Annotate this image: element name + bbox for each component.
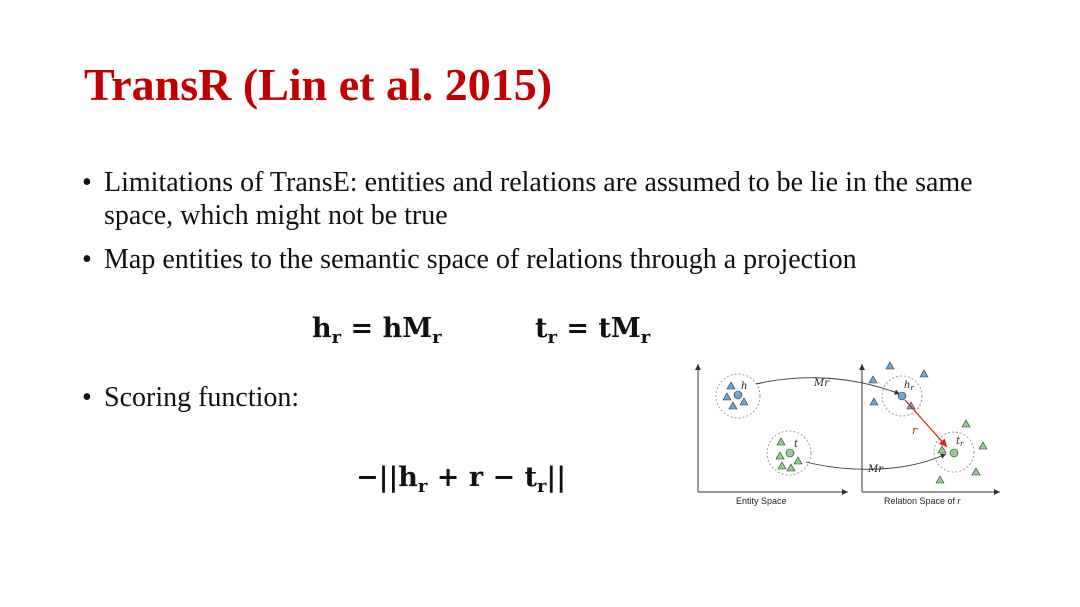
- projected-head-point: [898, 392, 906, 400]
- tail-entity-cluster: [767, 431, 811, 475]
- bullet-dot: •: [82, 244, 92, 275]
- tail-point: [786, 449, 794, 457]
- equation-score-function: $-||h_r + r - t_r||$: [356, 462, 567, 497]
- bullet-dot: •: [82, 382, 92, 413]
- relation-space-label: Relation Space of r: [884, 496, 961, 506]
- bullet-text-limitations: Limitations of TransE: entities and relations are assumed to be lie in the same space, which might not be true: [104, 167, 973, 231]
- bullet-scoring: [82, 381, 299, 414]
- bullet-dot: •: [82, 167, 92, 198]
- slide-title: TransR (Lin et al. 2015): [84, 59, 553, 110]
- transr-diagram: [688, 358, 1008, 510]
- head-point: [734, 391, 742, 399]
- head-entity-cluster: [716, 374, 760, 418]
- bullet-text-scoring: Scoring function:: [104, 382, 300, 413]
- bullet-projection: [82, 243, 982, 276]
- projected-tail-point: [950, 449, 958, 457]
- relation-label: r: [912, 424, 918, 437]
- relation-space-green-points: [936, 420, 987, 483]
- projected-head-cluster: [882, 376, 922, 416]
- tail-label: t: [794, 439, 799, 450]
- bullet-limitations: [82, 166, 982, 232]
- matrix-label-top: Mr: [814, 378, 830, 389]
- projected-head-label: $h_r$: [904, 380, 914, 392]
- entity-space-label: Entity Space: [736, 496, 787, 506]
- equation-head-projection: $h_r = hM_r$: [312, 313, 442, 348]
- matrix-label-bottom: Mr: [868, 464, 884, 475]
- bullet-list: [82, 166, 982, 276]
- head-label: h: [741, 381, 748, 392]
- equation-tail-projection: $t_r = tM_r$: [535, 313, 651, 348]
- projected-tail-label: $t_r$: [956, 436, 964, 448]
- bullet-text-projection: Map entities to the semantic space of relations through a projection: [104, 244, 857, 275]
